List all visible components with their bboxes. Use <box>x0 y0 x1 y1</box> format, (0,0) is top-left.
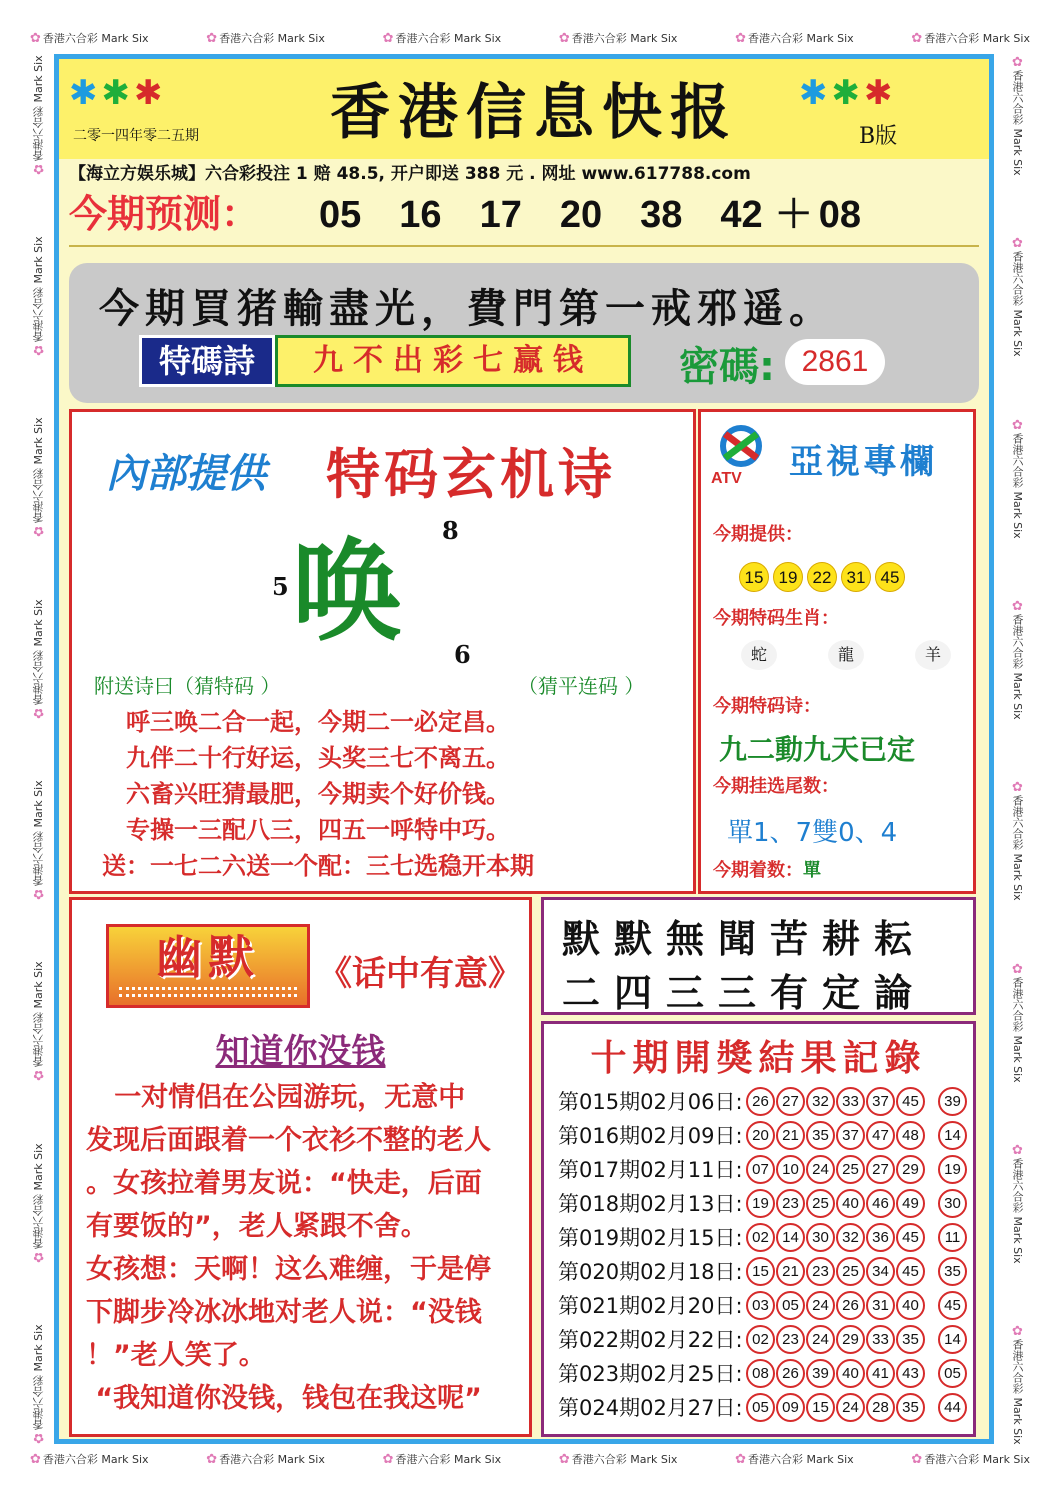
result-ball: 21 <box>776 1121 805 1150</box>
atv-logo-text: ATV <box>711 470 742 487</box>
result-ball: 23 <box>776 1189 805 1218</box>
header-band <box>59 59 989 159</box>
riddle-note-left: 附送诗曰（猜特码 ） <box>94 674 281 698</box>
result-special-ball: 14 <box>938 1325 967 1354</box>
riddle-title-left: 內部提供 <box>106 451 266 497</box>
result-ball: 03 <box>746 1291 775 1320</box>
results-row-label: 第017期02月11日: <box>558 1158 743 1182</box>
result-ball: 02 <box>746 1223 775 1252</box>
result-ball: 24 <box>806 1325 835 1354</box>
watermark-text: ✿ 香港六合彩 Mark Six <box>382 1452 502 1467</box>
atv-zodiac: 龍 <box>828 640 864 670</box>
watermark-text: ✿ 香港六合彩 Mark Six <box>911 1452 1030 1467</box>
watermark-text: ✿香港六合彩 Mark Six <box>31 599 46 720</box>
result-ball: 45 <box>896 1257 925 1286</box>
prediction-numbers <box>319 183 861 238</box>
riddle-lines <box>102 704 672 884</box>
result-ball: 15 <box>806 1393 835 1422</box>
atv-tail-label: 今期挂选尾数： <box>713 776 839 797</box>
prediction-number: 17 <box>479 194 522 236</box>
result-special-ball: 39 <box>938 1087 967 1116</box>
atv-panel <box>698 409 976 894</box>
result-ball: 30 <box>806 1223 835 1252</box>
results-row-label: 第024期02月27日: <box>558 1396 743 1420</box>
result-ball: 40 <box>836 1359 865 1388</box>
result-ball: 26 <box>836 1291 865 1320</box>
result-ball: 07 <box>746 1155 775 1184</box>
code-label: 密碼: <box>679 344 775 390</box>
result-ball: 27 <box>776 1087 805 1116</box>
result-ball: 23 <box>806 1257 835 1286</box>
result-ball: 24 <box>836 1393 865 1422</box>
result-ball: 14 <box>776 1223 805 1252</box>
result-ball: 49 <box>896 1189 925 1218</box>
result-special-ball: 19 <box>938 1155 967 1184</box>
result-ball: 32 <box>836 1223 865 1252</box>
result-ball: 32 <box>806 1087 835 1116</box>
humor-badge-decor <box>119 987 297 997</box>
results-table <box>558 1084 968 1424</box>
result-special-ball: 11 <box>938 1223 967 1252</box>
result-ball: 29 <box>896 1155 925 1184</box>
result-special-ball: 14 <box>938 1121 967 1150</box>
atv-zodiac: 蛇 <box>741 640 777 670</box>
result-ball: 05 <box>776 1291 805 1320</box>
divider <box>69 245 979 247</box>
result-ball: 31 <box>866 1291 895 1320</box>
code-value: 2861 <box>785 339 885 385</box>
prediction-number: 05 <box>319 194 362 236</box>
atv-logo <box>711 424 781 487</box>
atv-poem: 九二動九天已定 <box>719 733 916 766</box>
watermark-text: ✿ 香港六合彩 Mark Six <box>30 31 149 46</box>
result-ball: 46 <box>866 1189 895 1218</box>
result-special-ball: 30 <box>938 1189 967 1218</box>
watermark-text: ✿ 香港六合彩 Mark Six <box>206 31 325 46</box>
watermark-text: ✿ 香港六合彩 Mark Six <box>735 1452 854 1467</box>
watermark-text: ✿香港六合彩 Mark Six <box>31 961 46 1083</box>
result-ball: 19 <box>746 1189 775 1218</box>
prediction-plus: ＋ <box>774 194 813 236</box>
main-frame <box>54 54 994 1444</box>
watermark-text: ✿香港六合彩 Mark Six <box>31 236 46 358</box>
humor-subtitle: 《话中有意》 <box>318 954 522 994</box>
result-ball: 35 <box>896 1325 925 1354</box>
riddle-line: 送：一七二六送一个配：三七选稳开本期 <box>102 852 534 880</box>
watermark-text: ✿香港六合彩 Mark Six <box>31 1143 46 1264</box>
result-ball: 37 <box>836 1121 865 1150</box>
results-row <box>558 1220 968 1254</box>
silent-poem-line1: 默默無聞苦耕耘 <box>562 916 927 961</box>
prediction-label: 今期预测： <box>69 192 260 236</box>
result-ball: 40 <box>896 1291 925 1320</box>
riddle-title-right: 特码玄机诗 <box>326 442 616 506</box>
poem-text: 九不出彩七赢钱 <box>313 343 593 378</box>
prediction-number: 38 <box>640 194 683 236</box>
humor-line: ！”老人笑了。 <box>86 1340 266 1371</box>
watermark-text: ✿香港六合彩 Mark Six <box>31 1324 46 1445</box>
results-row <box>558 1390 968 1424</box>
result-ball: 33 <box>866 1325 895 1354</box>
riddle-line: 九伴二十行好运，头奖三七不离五。 <box>126 744 510 772</box>
result-ball: 39 <box>806 1359 835 1388</box>
result-ball: 25 <box>836 1257 865 1286</box>
riddle-note-right: （猜平连码 ） <box>518 674 645 698</box>
atv-zodiacs <box>741 640 951 670</box>
result-ball: 26 <box>746 1087 775 1116</box>
prediction-row <box>69 181 979 237</box>
results-row <box>558 1322 968 1356</box>
watermark-text: ✿香港六合彩 Mark Six <box>1010 598 1025 720</box>
riddle-char: 唤 <box>292 527 402 656</box>
result-ball: 20 <box>746 1121 775 1150</box>
humor-line: 下脚步冷冰冰地对老人说：“没钱 <box>86 1297 482 1328</box>
result-ball: 45 <box>896 1087 925 1116</box>
silent-poem-line2: 二四三三有定論 <box>562 970 927 1015</box>
result-ball: 24 <box>806 1155 835 1184</box>
result-special-ball: 35 <box>938 1257 967 1286</box>
results-row <box>558 1186 968 1220</box>
result-ball: 40 <box>836 1189 865 1218</box>
result-ball: 25 <box>836 1155 865 1184</box>
result-ball: 43 <box>896 1359 925 1388</box>
star-decor-left: ✱✱✱ <box>69 73 167 113</box>
results-row-label: 第021期02月20日: <box>558 1294 743 1318</box>
watermark-text: ✿ 香港六合彩 Mark Six <box>30 1452 149 1467</box>
results-row <box>558 1288 968 1322</box>
poem-label: 特碼詩 <box>158 342 255 380</box>
prediction-number: 42 <box>720 194 763 236</box>
results-row <box>558 1254 968 1288</box>
results-row-label: 第015期02月06日: <box>558 1090 743 1114</box>
watermark-text: ✿ 香港六合彩 Mark Six <box>558 1452 678 1467</box>
poem-label-box <box>139 335 275 387</box>
results-row-label: 第020期02月18日: <box>558 1260 743 1284</box>
atv-number-ball: 45 <box>875 562 905 592</box>
watermark-text: ✿香港六合彩 Mark Six <box>1010 1324 1025 1445</box>
result-ball: 36 <box>866 1223 895 1252</box>
humor-line: “我知道你没钱，钱包在我这呢” <box>86 1383 482 1414</box>
watermark-text: ✿香港六合彩 Mark Six <box>1010 1142 1025 1264</box>
result-ball: 45 <box>896 1223 925 1252</box>
result-ball: 35 <box>896 1393 925 1422</box>
results-panel <box>541 1021 976 1437</box>
results-title: 十期開獎結果記錄 <box>590 1037 927 1079</box>
poem-text-box <box>275 335 631 387</box>
watermark-text: ✿香港六合彩 Mark Six <box>1010 236 1025 357</box>
humor-badge-box <box>106 924 310 1008</box>
result-ball: 33 <box>836 1087 865 1116</box>
atv-zodiac: 羊 <box>915 640 951 670</box>
atv-numbers <box>739 562 909 592</box>
result-ball: 27 <box>866 1155 895 1184</box>
results-row-label: 第023期02月25日: <box>558 1362 743 1386</box>
humor-lines <box>86 1076 516 1420</box>
atv-number-ball: 31 <box>841 562 871 592</box>
humor-title: 知道你没钱 <box>215 1032 386 1072</box>
watermark-text: ✿ 香港六合彩 Mark Six <box>206 1452 325 1467</box>
riddle-line: 六畜兴旺猜最肥，今期卖个好价钱。 <box>126 780 510 808</box>
result-special-ball: 45 <box>938 1291 967 1320</box>
results-row <box>558 1152 968 1186</box>
result-ball: 35 <box>806 1121 835 1150</box>
humor-panel <box>69 897 532 1437</box>
issue-label: 二零一四年零二五期 <box>73 128 199 144</box>
result-ball: 24 <box>806 1291 835 1320</box>
silent-poem-panel <box>541 897 976 1015</box>
results-row <box>558 1084 968 1118</box>
atv-poem-label: 今期特码诗： <box>713 696 821 717</box>
atv-number-ball: 22 <box>807 562 837 592</box>
page-title: 香港信息快报 <box>330 78 738 148</box>
humor-line: 女孩想：天啊！这么难缠，于是停 <box>86 1254 491 1285</box>
result-ball: 25 <box>806 1189 835 1218</box>
result-ball: 47 <box>866 1121 895 1150</box>
riddle-num-left: 5 <box>272 572 289 601</box>
atv-number-ball: 19 <box>773 562 803 592</box>
result-ball: 09 <box>776 1393 805 1422</box>
result-ball: 48 <box>896 1121 925 1150</box>
prediction-number: 20 <box>559 194 603 236</box>
result-special-ball: 05 <box>938 1359 967 1388</box>
watermark-top <box>30 27 1030 49</box>
star-decor-right: ✱✱✱ <box>799 73 897 113</box>
watermark-text: ✿ 香港六合彩 Mark Six <box>911 31 1030 46</box>
watermark-text: ✿ 香港六合彩 Mark Six <box>382 31 502 46</box>
watermark-text: ✿ 香港六合彩 Mark Six <box>735 31 854 46</box>
ad-line: 【海立方娱乐城】六合彩投注 1 赔 48.5, 开户即送 388 元 . 网址 www.617788.com <box>69 164 751 184</box>
watermark-text: ✿香港六合彩 Mark Six <box>1010 55 1025 176</box>
edition-label: B版 <box>859 124 898 149</box>
watermark-text: ✿香港六合彩 Mark Six <box>1010 961 1025 1083</box>
atv-provide-label: 今期提供： <box>713 524 803 545</box>
watermark-right <box>1006 55 1028 1445</box>
watermark-text: ✿香港六合彩 Mark Six <box>31 417 46 539</box>
result-ball: 02 <box>746 1325 775 1354</box>
watermark-text: ✿香港六合彩 Mark Six <box>1010 780 1025 901</box>
results-row-label: 第018期02月13日: <box>558 1192 743 1216</box>
results-row-label: 第016期02月09日: <box>558 1124 743 1148</box>
humor-badge: 幽默 <box>156 930 260 984</box>
result-ball: 05 <box>746 1393 775 1422</box>
riddle-line: 专操一三配八三，四五一呼特中巧。 <box>126 816 510 844</box>
result-ball: 21 <box>776 1257 805 1286</box>
result-ball: 37 <box>866 1087 895 1116</box>
results-row <box>558 1118 968 1152</box>
motto-panel <box>69 263 979 403</box>
riddle-num-bottom: 6 <box>454 640 471 669</box>
riddle-line: 呼三唤二合一起，今期二一必定昌。 <box>126 708 510 736</box>
result-ball: 08 <box>746 1359 775 1388</box>
humor-line: 发现后面跟着一个衣衫不整的老人 <box>86 1125 491 1156</box>
humor-line: 有要饭的”，老人紧跟不舍。 <box>86 1211 428 1242</box>
result-special-ball: 44 <box>938 1393 967 1422</box>
watermark-text: ✿香港六合彩 Mark Six <box>1010 417 1025 539</box>
humor-line: 。女孩拉着男友说：“快走，后面 <box>86 1168 482 1199</box>
atv-parity: 單 <box>803 860 821 881</box>
results-row-label: 第019期02月15日: <box>558 1226 743 1250</box>
results-row-label: 第022期02月22日: <box>558 1328 743 1352</box>
motto-text: 今期買猪輸盡光，費門第一戒邪遥。 <box>99 285 835 332</box>
humor-line: 一对情侣在公园游玩，无意中 <box>86 1082 466 1113</box>
result-ball: 34 <box>866 1257 895 1286</box>
atv-parity-label: 今期着数：單 <box>713 860 821 881</box>
watermark-left <box>28 55 50 1445</box>
result-ball: 41 <box>866 1359 895 1388</box>
result-ball: 26 <box>776 1359 805 1388</box>
atv-tail: 單1、7雙0、4 <box>727 818 898 848</box>
atv-title: 亞視專欄 <box>789 442 937 482</box>
atv-zodiac-label: 今期特码生肖： <box>713 608 839 629</box>
watermark-bottom <box>30 1448 1030 1470</box>
watermark-text: ✿ 香港六合彩 Mark Six <box>558 31 678 46</box>
atv-number-ball: 15 <box>739 562 769 592</box>
result-ball: 10 <box>776 1155 805 1184</box>
result-ball: 23 <box>776 1325 805 1354</box>
atv-logo-icon <box>711 424 771 468</box>
prediction-special: 08 <box>818 194 861 236</box>
riddle-panel <box>69 409 696 894</box>
result-ball: 15 <box>746 1257 775 1286</box>
watermark-text: ✿香港六合彩 Mark Six <box>31 780 46 902</box>
riddle-num-top: 8 <box>442 516 459 545</box>
result-ball: 29 <box>836 1325 865 1354</box>
result-ball: 28 <box>866 1393 895 1422</box>
watermark-text: ✿香港六合彩 Mark Six <box>31 55 46 176</box>
prediction-number: 16 <box>399 194 442 236</box>
results-row <box>558 1356 968 1390</box>
